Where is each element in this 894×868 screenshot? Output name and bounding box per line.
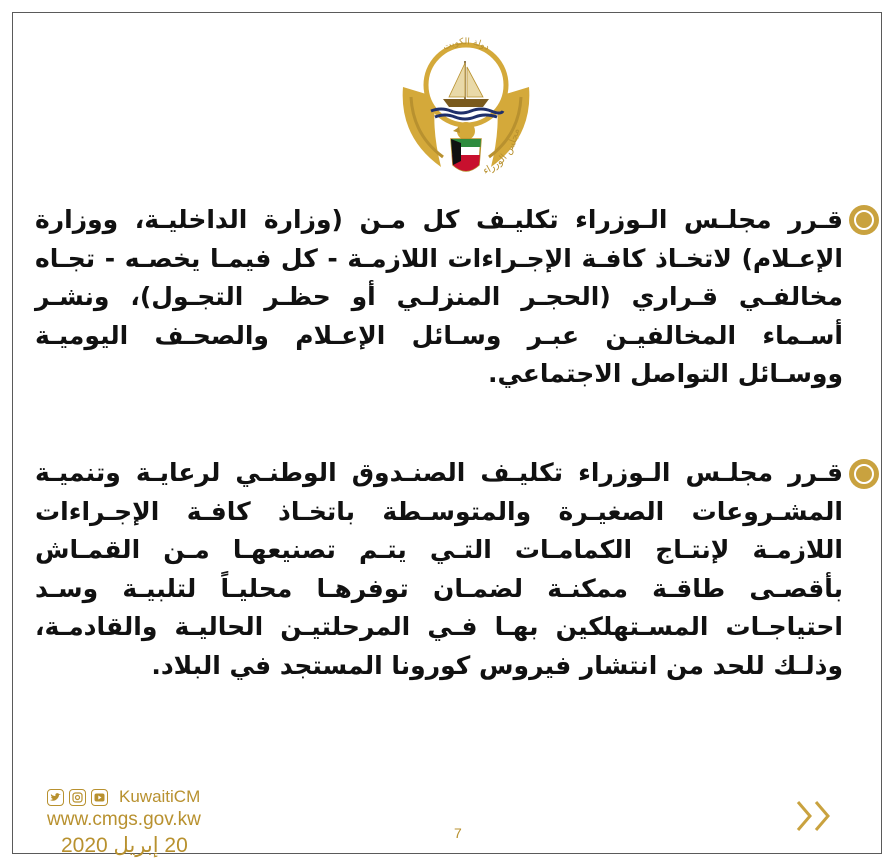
- bullet-icon: [849, 459, 879, 489]
- instagram-icon[interactable]: [69, 789, 86, 806]
- kuwait-emblem-icon: [391, 27, 541, 187]
- publish-date: 20 إبريل 2020: [61, 834, 188, 857]
- emblem-arc-bottom-text: مجلس الوزراء: [481, 127, 522, 178]
- youtube-icon[interactable]: [91, 789, 108, 806]
- social-links: [47, 787, 200, 807]
- paragraph-1: قـرر مجلـس الـوزراء تكليـف كل مـن (وزارة الداخليـة، ووزارة الإعـلام) لاتخـاذ كافـة الإجـراءات اللازمـة - كل فيمـا يخصـه - تجـاه مخالفـي قـراري (الحجـر المنزلـي أو حظـر التجـول)، ونشـر أسـماء المخالفيـن عبـر وسـائل الإعـلام والصحـف اليوميـة ووسـائل التواصل الاجتماعي.: [35, 205, 843, 388]
- social-handle[interactable]: KuwaitiCM: [119, 787, 201, 806]
- page-number: 7: [454, 825, 462, 841]
- website-link[interactable]: www.cmgs.gov.kw: [47, 809, 201, 830]
- twitter-icon[interactable]: [47, 789, 64, 806]
- paragraph-2: قـرر مجلـس الـوزراء تكليـف الصنـدوق الوطنـي لرعايـة وتنميـة المشـروعات الصغيـرة والمتوسـطة باتخـاذ كافـة الإجـراءات اللازمـة لإنتـاج الكمامـات التـي يتـم تصنيعهـا مـن القمـاش بأقصـى طاقـة ممكنـة لضمـان توفرهـا محليـاً لتلبيـة وسـد احتياجـات المسـتهلكين بهـا فـي المرحلتيـن الحاليـة والقادمـة، وذلـك للحد من انتشار فيروس كورونا المستجد في البلاد.: [35, 458, 843, 680]
- page-frame: [12, 12, 882, 857]
- next-chevrons-icon[interactable]: [795, 799, 835, 833]
- bullet-icon: [849, 205, 879, 235]
- emblem-arc-top-text: دولة الكويت: [441, 37, 491, 53]
